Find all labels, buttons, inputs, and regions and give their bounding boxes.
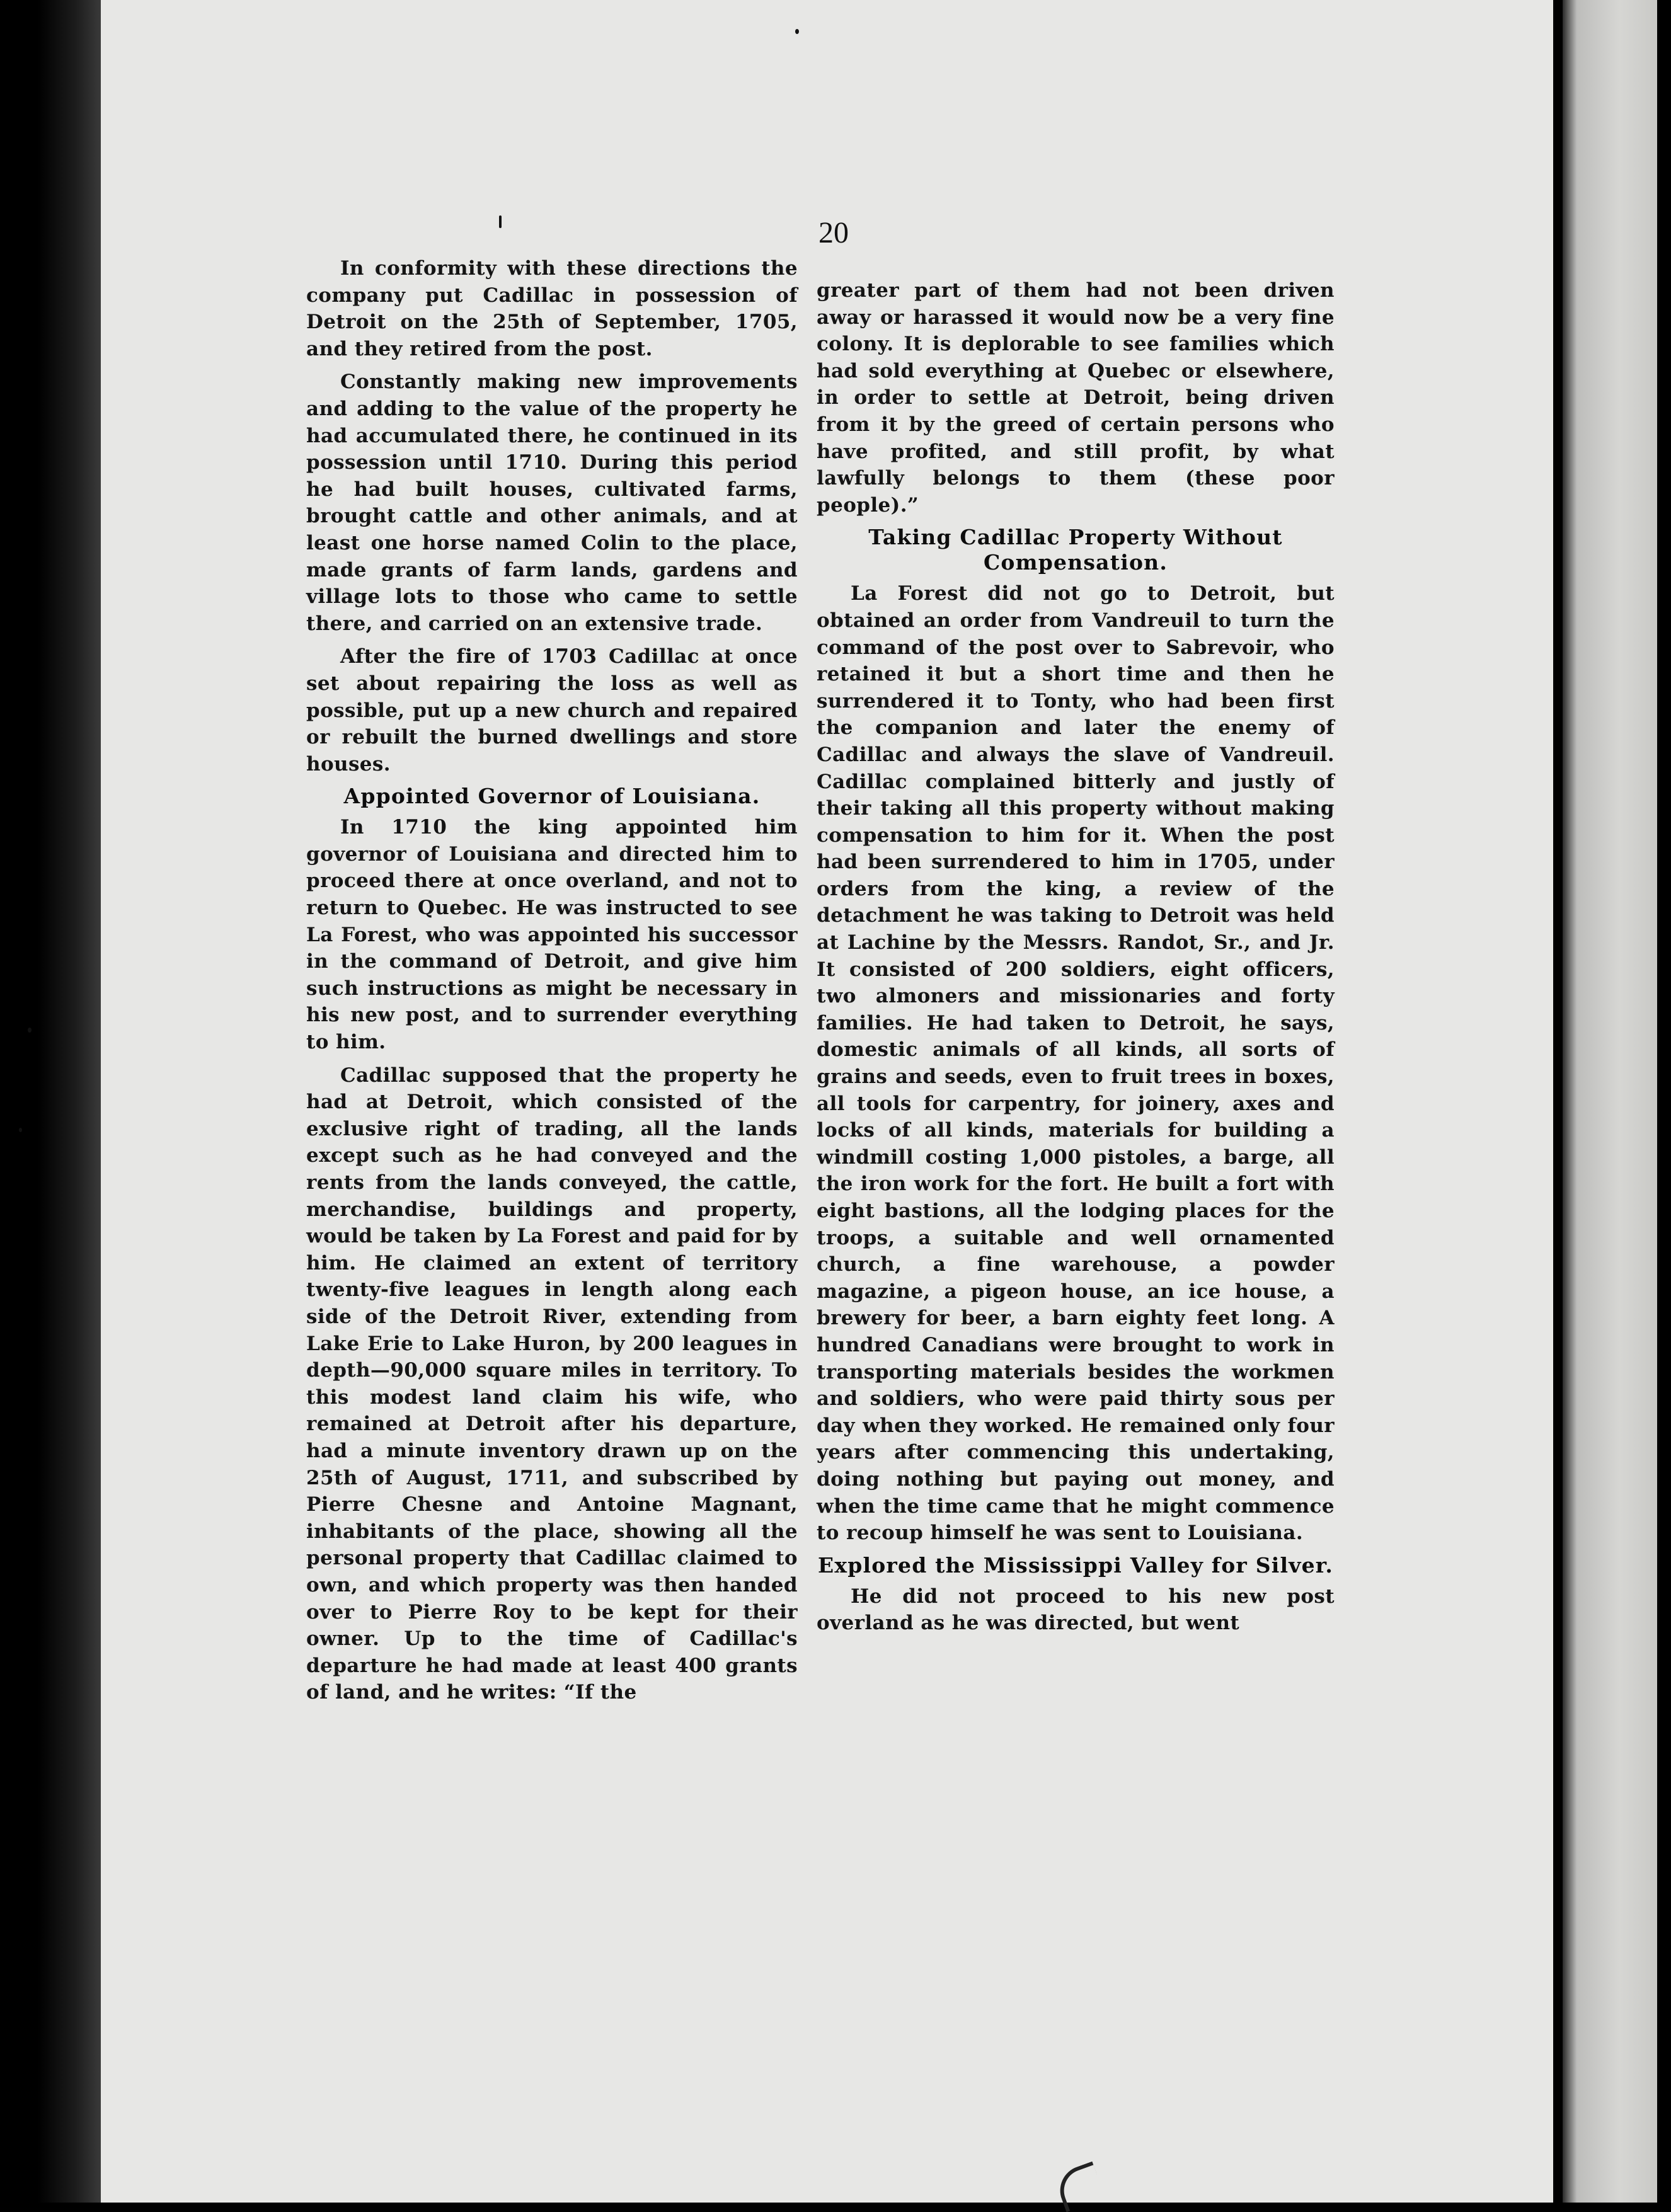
paragraph: Constantly making new improvements and adding to the value of the property he had accumulated there, he continued in its possession until 1710. During this period he had built houses, cultivated farms, brought cattle and other animals, and at least one horse named Colin to the place, made grants of farm lands, gardens and village lots to those who came to settle there, and carried on an extensive trade. — [306, 370, 798, 635]
paragraph: greater part of them had not been driven away or harassed it would now be a very fine colony. It is deplorable to see families which had sold everything at Quebec or elsewhere, in order to settle at Detroit, being driven from it by the greed of certain persons who have profited, and still profit, by what lawfully belongs to them (these poor people).” — [817, 279, 1335, 517]
section-heading: Appointed Governor of Louisiana. — [343, 784, 761, 809]
right-column — [817, 277, 1335, 1643]
section-heading: Taking Cadillac Property Without Compensation. — [868, 525, 1283, 575]
left-column — [306, 255, 798, 1712]
page-number: 20 — [818, 216, 849, 249]
paragraph: In conformity with these directions the company put Cadillac in possession of Detroit on the 25th of September, 1705, and they retired from the post. — [306, 257, 798, 360]
adjacent-page-edge — [1563, 0, 1657, 2203]
scan-speck — [499, 215, 502, 228]
scan-binding-shadow — [38, 0, 101, 2203]
paragraph: Cadillac supposed that the property he had at Detroit, which consisted of the exclusive right of trading, all the lands except such as he had conveyed and the rents from the lands conveyed, the cattle, merchandise, buildings and property, would be taken by La Forest and paid for by him. He claimed an extent of territory twenty-five leagues in length along each side of the Detroit River, extending from Lake Erie to Lake Huron, by 200 leagues in depth—90,000 square miles in territory. To this modest land claim his wife, who remained at Detroit after his departure, had a minute inventory drawn up on the 25th of August, 1711, and subscribed by Pierre Chesne and Antoine Magnant, inhabitants of the place, showing all the personal property that Cadillac claimed to own, and which property was then handed over to Pierre Roy to be kept for their owner. Up to the time of Cadillac's departure he had made at least 400 grants of land, and he writes: “If the — [306, 1063, 798, 1704]
scan-speck — [795, 29, 799, 34]
paragraph: La Forest did not go to Detroit, but obtained an order from Vandreuil to turn the command of the post over to Sabrevoir, who retained it but a short time and then he surrendered it to Tonty, who had been first the companion and later the enemy of Cadillac and always the slave of Vandreuil. Cadillac complained bitterly and justly of their taking all this property without making compensation to him for it. When the post had been surrendered to him in 1705, under orders from the king, a review of the detachment he was taking to Detroit was held at Lachine by the Messrs. Randot, Sr., and Jr. It consisted of 200 soldiers, eight officers, two almoners and missionaries and forty families. He had taken to Detroit, he says, domestic animals of all kinds, all sorts of grains and seeds, even to fruit trees in boxes, all tools for carpentry, for joinery, axes and locks of all kinds, materials for building a windmill costing 1,000 pistoles, a barge, all the iron work for the fort. He built a fort with eight bastions, all the lodging places for the troops, a suitable and well ornamented church, a fine warehouse, a powder magazine, a pigeon house, an ice house, a brewery for beer, a barn eighty feet long. A hundred Canadians were brought to work in transporting materials besides the workmen and soldiers, who were paid thirty sous per day when they worked. He remained only four years after commencing this undertaking, doing nothing but paying out money, and when the time came that he might commence to recoup himself he was sent to Louisiana. — [817, 582, 1335, 1545]
scan-speck — [28, 1028, 32, 1033]
paragraph: In 1710 the king appointed him governor of Louisiana and directed him to proceed there at once overland, and not to return to Quebec. He was instructed to see La Forest, who was appointed his successor in the command of Detroit, and give him such instructions as might be necessary in his new post, and to surrender everything to him. — [306, 816, 798, 1054]
paragraph: He did not proceed to his new post overland as he was directed, but went — [817, 1585, 1335, 1635]
paragraph: After the fire of 1703 Cadillac at once set about repairing the loss as well as possible, put up a new church and repaired or rebuilt the burned dwellings and store houses. — [306, 645, 798, 776]
scan-speck — [19, 1128, 22, 1132]
section-heading: Explored the Mississippi Valley for Silver. — [817, 1552, 1334, 1578]
